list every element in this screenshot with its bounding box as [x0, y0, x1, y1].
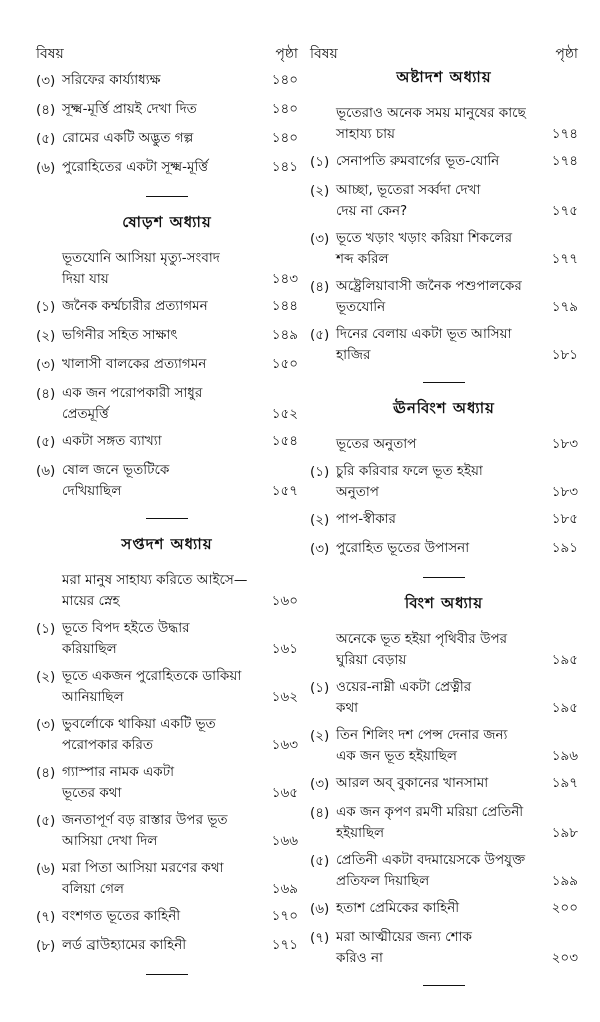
page-header: পৃষ্ঠা — [275, 46, 298, 62]
chapter-intro — [310, 434, 578, 455]
entry-title: আসিয়া দেখা দিল — [62, 833, 158, 849]
entry-page: ১৮৫ — [551, 511, 578, 527]
entry-title: পুরোহিতের একটা সূক্ষ্ম-মূর্ত্তি — [62, 159, 208, 175]
entry-number: (৩) — [36, 357, 56, 373]
entry-page: ১৭১ — [271, 937, 298, 953]
entry-number: (৫) — [310, 327, 330, 343]
intro-line: ভূতের অনুতাপ — [336, 436, 417, 452]
intro-line: দিয়া যায় — [62, 271, 109, 287]
right-column — [310, 44, 578, 1000]
entry-number: (৫) — [310, 853, 330, 869]
entry-page: ১৪৪ — [271, 298, 298, 314]
toc-entry — [310, 850, 578, 892]
entry-page: ১৬২ — [271, 689, 298, 705]
entry-page: ১৫২ — [271, 406, 298, 422]
entry-title: ভূতে বিপদ হইতে উদ্ধার — [62, 620, 190, 636]
toc-entry — [310, 773, 578, 796]
entry-title: ষোল জনে ভূতটিকে — [62, 462, 170, 478]
entry-page: ১৯১ — [551, 540, 578, 556]
entry-number: (৫) — [36, 434, 56, 450]
entry-page: ১৬৯ — [271, 881, 298, 897]
entry-title: আনিয়াছিল — [62, 689, 124, 705]
chapter-16 — [36, 211, 298, 502]
chapter-19 — [310, 397, 578, 561]
section-divider — [423, 985, 465, 986]
entry-page: ২০৩ — [551, 950, 578, 966]
entry-title: করিও না — [336, 950, 383, 966]
toc-entry — [36, 935, 298, 958]
entry-number: (২) — [36, 328, 56, 344]
toc-entry — [36, 354, 298, 377]
entry-title: চুরি করিবার ফলে ভূত হইয়া — [336, 463, 483, 479]
intro-line: অনেকে ভূত হইয়া পৃথিবীর উপর — [336, 631, 508, 647]
entry-page: ১৭৭ — [551, 251, 578, 267]
entry-title: ভূতযোনি — [336, 299, 386, 315]
toc-entry — [310, 509, 578, 532]
column-header — [310, 44, 578, 64]
entry-number: (১) — [36, 621, 56, 637]
entry-page: ১৭০ — [271, 908, 298, 924]
entries-top — [36, 70, 298, 180]
entry-number: (২) — [310, 728, 330, 744]
chapter-title: অষ্টাদশ অধ্যায় — [396, 68, 492, 86]
entry-title: করিয়াছিল — [62, 641, 117, 657]
entry-page: ১৪৩ — [271, 271, 298, 287]
entry-title: দেখিয়াছিল — [62, 483, 122, 499]
entry-title: দেয় না কেন? — [336, 203, 408, 219]
entry-page: ১৬১ — [271, 641, 298, 657]
entry-title: একটা সঙ্গত ব্যাখ্যা — [62, 433, 162, 449]
toc-entry — [310, 677, 578, 719]
entry-number: (৬) — [36, 861, 56, 877]
entry-title: আচ্ছা, ভূতেরা সর্ব্বদা দেখা — [336, 182, 481, 198]
intro-line: ভূতযোনি আসিয়া মৃত্যু-সংবাদ — [62, 250, 220, 266]
entry-title: সেনাপতি রুমবার্গের ভূত-যোনি — [336, 153, 500, 169]
entry-title: অষ্ট্রেলিয়াবাসী জনৈক পশুপালকের — [336, 278, 522, 294]
chapter-20 — [310, 592, 578, 969]
entry-number: (৬) — [36, 463, 56, 479]
entry-number: (১) — [310, 464, 330, 480]
entry-number: (১) — [310, 680, 330, 696]
entry-title: আরল অব্ বুকানের খানসামা — [336, 775, 489, 791]
toc-entry — [310, 802, 578, 844]
entry-page: ১৭৪ — [551, 126, 578, 142]
entry-page: ১৯৯ — [551, 873, 578, 889]
column-header — [36, 44, 298, 64]
entry-page: ১৪০ — [271, 101, 298, 117]
toc-entry — [36, 666, 298, 708]
chapter-17 — [36, 533, 298, 958]
entry-number: (৩) — [36, 717, 56, 733]
toc-entry — [36, 99, 298, 122]
entry-number: (৬) — [36, 160, 56, 176]
entry-title: ভূতের কথা — [62, 785, 122, 801]
entry-number: (৫) — [36, 131, 56, 147]
entry-number: (৩) — [310, 541, 330, 557]
intro-line: ঘুরিয়া বেড়ায় — [336, 652, 407, 668]
intro-line: সাহায্য চায় — [336, 126, 395, 142]
chapter-intro — [310, 629, 578, 671]
entry-number: (৪) — [36, 386, 56, 402]
entry-title: সরিফের কার্য্যাধ্যক্ষ — [62, 72, 161, 88]
entry-title: পুরোহিত ভূতের উপাসনা — [336, 540, 470, 556]
toc-entry — [310, 538, 578, 561]
chapter-18 — [310, 66, 578, 366]
entry-title: রোমের একটি অদ্ভুত গল্প — [62, 130, 194, 146]
chapter-intro — [36, 570, 298, 612]
entry-title: ভূতে খড়াং খড়াং করিয়া শিকলের — [336, 230, 513, 246]
toc-entry — [36, 383, 298, 425]
toc-entry — [36, 296, 298, 319]
chapter-title: ষোড়শ অধ্যায় — [122, 213, 212, 231]
entry-number: (২) — [310, 183, 330, 199]
toc-entry — [310, 151, 578, 174]
entry-page: ১৮৩ — [551, 484, 578, 500]
entry-page: ১৫৪ — [271, 433, 298, 449]
entry-title: সূক্ষ্ম-মূর্ত্তি প্রায়ই দেখা দিত — [62, 101, 197, 117]
entry-page: ১৫৭ — [271, 483, 298, 499]
subject-header: বিষয় — [36, 46, 64, 62]
chapter-title: সপ্তদশ অধ্যায় — [121, 535, 213, 553]
entry-number: (৪) — [36, 765, 56, 781]
entry-title: গ্যাস্পার নামক একটা — [62, 764, 174, 780]
entry-page: ১৯৮ — [551, 825, 578, 841]
toc-entry — [36, 460, 298, 502]
left-column — [36, 44, 298, 989]
intro-line: ভূতেরাও অনেক সময় মানুষের কাছে — [336, 105, 526, 121]
toc-entry — [36, 431, 298, 454]
toc-entry — [310, 898, 578, 921]
entry-page: ১৪০ — [271, 72, 298, 88]
toc-entry — [36, 858, 298, 900]
entry-title: খালাসী বালকের প্রত্যাগমন — [62, 356, 207, 372]
entry-title: ভূতে একজন পুরোহিতকে ডাকিয়া — [62, 668, 242, 684]
entry-title: কথা — [336, 700, 359, 716]
entry-page: ১৬৬ — [271, 833, 298, 849]
entry-page: ১৯৫ — [551, 652, 578, 668]
entry-title: প্রতিফল দিয়াছিল — [336, 873, 430, 889]
entry-page: ১৮৩ — [551, 436, 578, 452]
entry-number: (৭) — [36, 909, 56, 925]
entry-title: প্রেতিনী একটা বদমায়েসকে উপযুক্ত — [336, 852, 526, 868]
section-divider — [423, 382, 465, 383]
toc-entry — [36, 762, 298, 804]
entry-number: (৩) — [310, 776, 330, 792]
entry-title: মরা আত্মীয়ের জন্য শোক — [336, 929, 473, 945]
chapter-title: ঊনবিংশ অধ্যায় — [393, 399, 495, 417]
toc-entry — [36, 906, 298, 929]
toc-entry — [36, 128, 298, 151]
entry-page: ১৭৪ — [551, 153, 578, 169]
entry-title: তিন শিলিং দশ পেন্স দেনার জন্য — [336, 727, 508, 743]
entry-title: জনতাপূর্ণ বড় রাস্তার উপর ভূত — [62, 812, 228, 828]
entry-page: ১৬৫ — [271, 785, 298, 801]
toc-entry — [310, 461, 578, 503]
entry-title: লর্ড ব্রাউহ্যামের কাহিনী — [62, 937, 187, 953]
entry-title: এক জন কৃপণ রমণী মরিয়া প্রেতিনী — [336, 804, 524, 820]
entry-title: শব্দ করিল — [336, 251, 389, 267]
entry-title: পরোপকার করিত — [62, 737, 154, 753]
entry-number: (১) — [36, 299, 56, 315]
toc-entry — [36, 157, 298, 180]
entry-title: হতাশ প্রেমিকের কাহিনী — [336, 900, 460, 916]
entry-title: প্রেতমূর্ত্তি — [62, 406, 109, 422]
toc-entry — [310, 276, 578, 318]
entry-page: ১৯৬ — [551, 748, 578, 764]
subject-header: বিষয় — [310, 46, 338, 62]
toc-entry — [310, 228, 578, 270]
entry-title: বলিয়া গেল — [62, 881, 124, 897]
entry-title: মরা পিতা আসিয়া মরণের কথা — [62, 860, 224, 876]
entry-number: (৩) — [36, 73, 56, 89]
entry-page: ১৫০ — [271, 356, 298, 372]
page-header: পৃষ্ঠা — [555, 46, 578, 62]
toc-entry — [310, 324, 578, 366]
toc-entry — [36, 325, 298, 348]
entry-title: ভগিনীর সহিত সাক্ষাৎ — [62, 327, 178, 343]
entry-number: (৩) — [310, 231, 330, 247]
toc-entry — [36, 70, 298, 93]
section-divider — [423, 577, 465, 578]
entry-number: (৮) — [36, 938, 56, 954]
entry-title: হাজির — [336, 347, 371, 363]
entry-number: (১) — [310, 154, 330, 170]
chapter-title: বিংশ অধ্যায় — [404, 594, 484, 612]
entry-page: ১৪০ — [271, 130, 298, 146]
intro-line: মরা মানুষ সাহায্য করিতে আইসে— — [62, 572, 248, 588]
entry-number: (৭) — [310, 930, 330, 946]
entry-page: ১৯৫ — [551, 700, 578, 716]
entry-number: (৪) — [310, 279, 330, 295]
chapter-intro — [36, 248, 298, 290]
entry-number: (২) — [310, 512, 330, 528]
entry-page: ১৭৯ — [551, 299, 578, 315]
section-divider — [146, 196, 188, 197]
toc-entry — [310, 180, 578, 222]
entry-page: ১৪৯ — [271, 327, 298, 343]
entry-page: ১৬০ — [271, 593, 298, 609]
entry-page: ২০০ — [551, 900, 578, 916]
entry-title: জনৈক কর্ম্মচারীর প্রত্যাগমন — [62, 298, 208, 314]
entry-number: (৬) — [310, 901, 330, 917]
entry-number: (৫) — [36, 813, 56, 829]
entry-page: ১৯৭ — [551, 775, 578, 791]
entry-title: এক জন ভূত হইয়াছিল — [336, 748, 457, 764]
toc-entry — [36, 714, 298, 756]
entry-page: ১৪১ — [271, 159, 298, 175]
entry-page: ১৭৫ — [551, 203, 578, 219]
toc-entry — [36, 618, 298, 660]
toc-entry — [36, 810, 298, 852]
section-divider — [146, 518, 188, 519]
entry-title: দিনের বেলায় একটা ভূত আসিয়া — [336, 326, 512, 342]
chapter-intro — [310, 103, 578, 145]
toc-entry — [310, 725, 578, 767]
toc-entry — [310, 927, 578, 969]
section-divider — [146, 974, 188, 975]
entry-title: ওয়ের-নাম্নী একটা প্রেত্নীর — [336, 679, 472, 695]
intro-line: মায়ের স্নেহ — [62, 593, 120, 609]
entry-title: বংশগত ভূতের কাহিনী — [62, 908, 181, 924]
entry-title: অনুতাপ — [336, 484, 379, 500]
entry-title: হইয়াছিল — [336, 825, 385, 841]
entry-number: (৪) — [310, 805, 330, 821]
entry-title: ভুবর্লোকে থাকিয়া একটি ভূত — [62, 716, 216, 732]
entry-title: এক জন পরোপকারী সাধুর — [62, 385, 203, 401]
entry-number: (২) — [36, 669, 56, 685]
entry-page: ১৮১ — [551, 347, 578, 363]
entry-number: (৪) — [36, 102, 56, 118]
entry-title: পাপ-স্বীকার — [336, 511, 396, 527]
entry-page: ১৬৩ — [271, 737, 298, 753]
